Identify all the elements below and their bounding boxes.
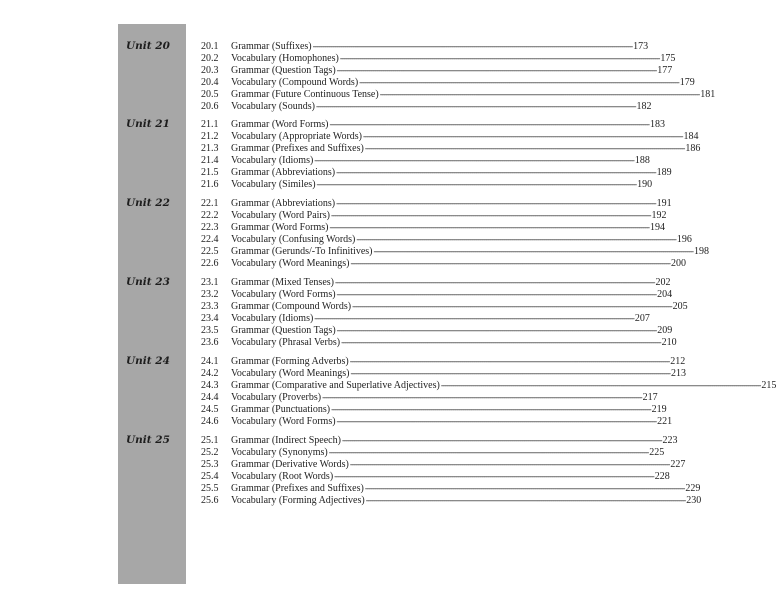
toc-entry[interactable] (201, 100, 652, 112)
unit-entries (201, 197, 710, 269)
entry-number: 24.2 (201, 368, 219, 379)
entry-page-number: 182 (636, 101, 652, 112)
entry-title: Vocabulary (Idioms) (231, 313, 314, 324)
entry-page-number: 202 (655, 277, 671, 288)
toc-entry[interactable] (201, 391, 658, 403)
entry-number: 24.1 (201, 356, 219, 367)
entry-title: Vocabulary (Synonyms) (231, 447, 328, 458)
entry-title: Grammar (Compound Words) (231, 301, 352, 312)
toc-entry[interactable] (201, 88, 716, 100)
entry-title: Vocabulary (Idioms) (231, 155, 314, 166)
toc-entry[interactable] (201, 458, 686, 470)
unit-entries (201, 434, 702, 506)
entry-number: 22.4 (201, 234, 219, 245)
entry-number: 20.3 (201, 65, 219, 76)
toc-entry[interactable] (201, 482, 701, 494)
entry-number: 25.5 (201, 483, 219, 494)
entry-title: Grammar (Forming Adverbs) (231, 356, 349, 367)
entry-number: 22.5 (201, 246, 219, 257)
toc-entry[interactable] (201, 367, 686, 379)
dot-leader: ---------------------------------------------------------------------------------------------------------------------------------------------------------------- (330, 210, 651, 220)
dot-leader: ---------------------------------------------------------------------------------------------------------------------------------------------------------------- (352, 301, 672, 311)
entry-number: 24.3 (201, 380, 219, 391)
entry-title: Vocabulary (Appropriate Words) (231, 131, 363, 142)
entry-page-number: 179 (679, 77, 695, 88)
entry-page-number: 223 (662, 435, 678, 446)
toc-entry[interactable] (201, 312, 650, 324)
entry-title: Grammar (Abbreviations) (231, 198, 336, 209)
dot-leader: ---------------------------------------------------------------------------------------------------------------------------------------------------------------- (336, 325, 657, 335)
dot-leader: ---------------------------------------------------------------------------------------------------------------------------------------------------------------- (329, 222, 650, 232)
dot-leader: ---------------------------------------------------------------------------------------------------------------------------------------------------------------- (341, 337, 661, 347)
entry-number: 20.2 (201, 53, 219, 64)
entry-title: Grammar (Question Tags) (231, 65, 336, 76)
dot-leader: ---------------------------------------------------------------------------------------------------------------------------------------------------------------- (336, 65, 657, 75)
entry-title: Vocabulary (Sounds) (231, 101, 315, 112)
entry-page-number: 227 (670, 459, 686, 470)
toc-entry[interactable] (201, 130, 699, 142)
entry-number: 21.3 (201, 143, 219, 154)
toc-entry[interactable] (201, 64, 673, 76)
dot-leader: ---------------------------------------------------------------------------------------------------------------------------------------------------------------- (364, 483, 685, 493)
entry-number: 23.1 (201, 277, 219, 288)
entry-title: Grammar (Word Forms) (231, 119, 329, 130)
dot-leader: ---------------------------------------------------------------------------------------------------------------------------------------------------------------- (322, 392, 642, 402)
entry-number: 23.2 (201, 289, 219, 300)
entry-page-number: 210 (661, 337, 677, 348)
entry-number: 24.5 (201, 404, 219, 415)
entry-title: Vocabulary (Word Meanings) (231, 258, 350, 269)
entry-number: 20.5 (201, 89, 219, 100)
entry-number: 22.1 (201, 198, 219, 209)
toc-entry[interactable] (201, 209, 667, 221)
dot-leader: ---------------------------------------------------------------------------------------------------------------------------------------------------------------- (349, 356, 670, 366)
toc-entry[interactable] (201, 197, 672, 209)
entry-page-number: 219 (651, 404, 667, 415)
entry-title: Grammar (Abbreviations) (231, 167, 336, 178)
entry-title: Grammar (Prefixes and Suffixes) (231, 483, 364, 494)
entry-number: 24.6 (201, 416, 219, 427)
gray-sidebar-band (118, 24, 186, 584)
entry-number: 23.5 (201, 325, 219, 336)
entry-number: 21.6 (201, 179, 219, 190)
entry-number: 21.5 (201, 167, 219, 178)
unit-label: Unit 25 (126, 434, 170, 446)
entry-page-number: 175 (660, 53, 676, 64)
entry-title: Grammar (Question Tags) (231, 325, 336, 336)
toc-entry[interactable] (201, 324, 673, 336)
toc-entry[interactable] (201, 245, 710, 257)
toc-entry[interactable] (201, 434, 678, 446)
entry-page-number: 177 (657, 65, 673, 76)
dot-leader: ---------------------------------------------------------------------------------------------------------------------------------------------------------------- (379, 89, 700, 99)
entry-number: 23.4 (201, 313, 219, 324)
entry-page-number: 221 (657, 416, 673, 427)
entry-page-number: 213 (670, 368, 686, 379)
toc-entry[interactable] (201, 288, 673, 300)
entry-page-number: 204 (657, 289, 673, 300)
entry-page-number: 228 (654, 471, 670, 482)
entry-title: Grammar (Punctuations) (231, 404, 331, 415)
toc-entry[interactable] (201, 403, 667, 415)
entry-page-number: 181 (700, 89, 716, 100)
entry-number: 22.3 (201, 222, 219, 233)
dot-leader: ---------------------------------------------------------------------------------------------------------------------------------------------------------------- (364, 143, 685, 153)
dot-leader: ---------------------------------------------------------------------------------------------------------------------------------------------------------------- (314, 155, 634, 165)
unit-label: Unit 21 (126, 118, 170, 130)
entry-page-number: 215 (761, 380, 776, 391)
entry-page-number: 230 (686, 495, 702, 506)
entry-page-number: 184 (683, 131, 699, 142)
entry-page-number: 200 (670, 258, 686, 269)
entry-number: 22.6 (201, 258, 219, 269)
entry-title: Grammar (Word Forms) (231, 222, 329, 233)
entry-title: Vocabulary (Forming Adjectives) (231, 495, 365, 506)
dot-leader: ---------------------------------------------------------------------------------------------------------------------------------------------------------------- (334, 471, 654, 481)
entry-page-number: 205 (672, 301, 688, 312)
entry-page-number: 196 (676, 234, 692, 245)
dot-leader: ---------------------------------------------------------------------------------------------------------------------------------------------------------------- (336, 167, 656, 177)
entry-page-number: 190 (637, 179, 653, 190)
dot-leader: ---------------------------------------------------------------------------------------------------------------------------------------------------------------- (312, 41, 633, 51)
dot-leader: ---------------------------------------------------------------------------------------------------------------------------------------------------------------- (356, 234, 676, 244)
dot-leader: ---------------------------------------------------------------------------------------------------------------------------------------------------------------- (349, 459, 670, 469)
entry-number: 25.6 (201, 495, 219, 506)
entry-page-number: 188 (634, 155, 650, 166)
entry-page-number: 192 (651, 210, 667, 221)
entry-number: 20.6 (201, 101, 219, 112)
entry-title: Grammar (Mixed Tenses) (231, 277, 334, 288)
entry-page-number: 183 (650, 119, 666, 130)
entry-page-number: 225 (649, 447, 665, 458)
entry-page-number: 189 (656, 167, 672, 178)
unit-entries (201, 118, 701, 190)
entry-number: 20.4 (201, 77, 219, 88)
entry-number: 22.2 (201, 210, 219, 221)
dot-leader: ---------------------------------------------------------------------------------------------------------------------------------------------------------------- (350, 368, 670, 378)
toc-entry[interactable] (201, 166, 672, 178)
toc-entry[interactable] (201, 233, 692, 245)
entry-title: Vocabulary (Phrasal Verbs) (231, 337, 341, 348)
unit-label: Unit 24 (126, 355, 170, 367)
entry-number: 25.1 (201, 435, 219, 446)
entry-page-number: 173 (633, 41, 649, 52)
toc-entry[interactable] (201, 470, 670, 482)
toc-entry[interactable] (201, 355, 686, 367)
dot-leader: ---------------------------------------------------------------------------------------------------------------------------------------------------------------- (329, 119, 650, 129)
unit-label: Unit 20 (126, 40, 170, 52)
entry-title: Vocabulary (Word Meanings) (231, 368, 350, 379)
dot-leader: ---------------------------------------------------------------------------------------------------------------------------------------------------------------- (365, 495, 686, 505)
entry-page-number: 198 (694, 246, 710, 257)
dot-leader: ---------------------------------------------------------------------------------------------------------------------------------------------------------------- (336, 198, 656, 208)
toc-entry[interactable] (201, 379, 776, 391)
entry-number: 20.1 (201, 41, 219, 52)
unit-entries (201, 355, 776, 427)
dot-leader: ---------------------------------------------------------------------------------------------------------------------------------------------------------------- (350, 258, 670, 268)
unit-label: Unit 23 (126, 276, 170, 288)
entry-title: Grammar (Prefixes and Suffixes) (231, 143, 364, 154)
entry-number: 25.3 (201, 459, 219, 470)
toc-entry[interactable] (201, 154, 650, 166)
entry-page-number: 229 (685, 483, 701, 494)
toc-entry[interactable] (201, 142, 701, 154)
dot-leader: ---------------------------------------------------------------------------------------------------------------------------------------------------------------- (363, 131, 683, 141)
entry-number: 23.3 (201, 301, 219, 312)
toc-entry[interactable] (201, 221, 666, 233)
entry-title: Vocabulary (Proverbs) (231, 392, 322, 403)
dot-leader: ---------------------------------------------------------------------------------------------------------------------------------------------------------------- (339, 53, 660, 63)
entry-title: Vocabulary (Confusing Words) (231, 234, 356, 245)
entry-number: 25.4 (201, 471, 219, 482)
entry-number: 21.2 (201, 131, 219, 142)
toc-entry[interactable] (201, 52, 676, 64)
dot-leader: ---------------------------------------------------------------------------------------------------------------------------------------------------------------- (331, 404, 651, 414)
toc-entry[interactable] (201, 40, 649, 52)
unit-label: Unit 22 (126, 197, 170, 209)
entry-title: Vocabulary (Similes) (231, 179, 316, 190)
toc-entry[interactable] (201, 300, 688, 312)
entry-title: Grammar (Comparative and Superlative Adjectives) (231, 380, 440, 391)
entry-number: 25.2 (201, 447, 219, 458)
entry-page-number: 209 (657, 325, 673, 336)
entry-title: Vocabulary (Compound Words) (231, 77, 359, 88)
dot-leader: ---------------------------------------------------------------------------------------------------------------------------------------------------------------- (359, 77, 679, 87)
toc-entry[interactable] (201, 257, 686, 269)
dot-leader: ---------------------------------------------------------------------------------------------------------------------------------------------------------------- (341, 435, 662, 445)
dot-leader: ---------------------------------------------------------------------------------------------------------------------------------------------------------------- (334, 277, 655, 287)
entry-number: 21.1 (201, 119, 219, 130)
dot-leader: ---------------------------------------------------------------------------------------------------------------------------------------------------------------- (314, 313, 634, 323)
entry-page-number: 217 (642, 392, 658, 403)
entry-title: Vocabulary (Word Pairs) (231, 210, 330, 221)
toc-entry[interactable] (201, 415, 673, 427)
dot-leader: ---------------------------------------------------------------------------------------------------------------------------------------------------------------- (328, 447, 649, 457)
toc-entry[interactable] (201, 276, 671, 288)
toc-entry[interactable] (201, 76, 695, 88)
entry-title: Vocabulary (Word Forms) (231, 289, 336, 300)
dot-leader: ---------------------------------------------------------------------------------------------------------------------------------------------------------------- (373, 246, 694, 256)
entry-page-number: 191 (656, 198, 672, 209)
entry-title: Vocabulary (Root Words) (231, 471, 334, 482)
entry-page-number: 186 (685, 143, 701, 154)
entry-title: Grammar (Suffixes) (231, 41, 312, 52)
entry-number: 23.6 (201, 337, 219, 348)
dot-leader: ---------------------------------------------------------------------------------------------------------------------------------------------------------------- (440, 380, 761, 390)
entry-title: Grammar (Future Continuous Tense) (231, 89, 379, 100)
entry-title: Vocabulary (Word Forms) (231, 416, 336, 427)
toc-entry[interactable] (201, 336, 677, 348)
entry-page-number: 194 (650, 222, 666, 233)
entry-number: 21.4 (201, 155, 219, 166)
toc-entry[interactable] (201, 494, 702, 506)
unit-entries (201, 40, 716, 112)
dot-leader: ---------------------------------------------------------------------------------------------------------------------------------------------------------------- (336, 289, 657, 299)
dot-leader: ---------------------------------------------------------------------------------------------------------------------------------------------------------------- (315, 101, 636, 111)
entry-title: Vocabulary (Homophones) (231, 53, 339, 64)
unit-entries (201, 276, 688, 348)
entry-page-number: 212 (670, 356, 686, 367)
dot-leader: ---------------------------------------------------------------------------------------------------------------------------------------------------------------- (336, 416, 657, 426)
entry-title: Grammar (Derivative Words) (231, 459, 349, 470)
entry-title: Grammar (Gerunds/-To Infinitives) (231, 246, 373, 257)
dot-leader: ---------------------------------------------------------------------------------------------------------------------------------------------------------------- (316, 179, 637, 189)
toc-entry[interactable] (201, 118, 666, 130)
entry-page-number: 207 (634, 313, 650, 324)
toc-entry[interactable] (201, 178, 653, 190)
entry-number: 24.4 (201, 392, 219, 403)
entry-title: Grammar (Indirect Speech) (231, 435, 341, 446)
toc-entry[interactable] (201, 446, 665, 458)
